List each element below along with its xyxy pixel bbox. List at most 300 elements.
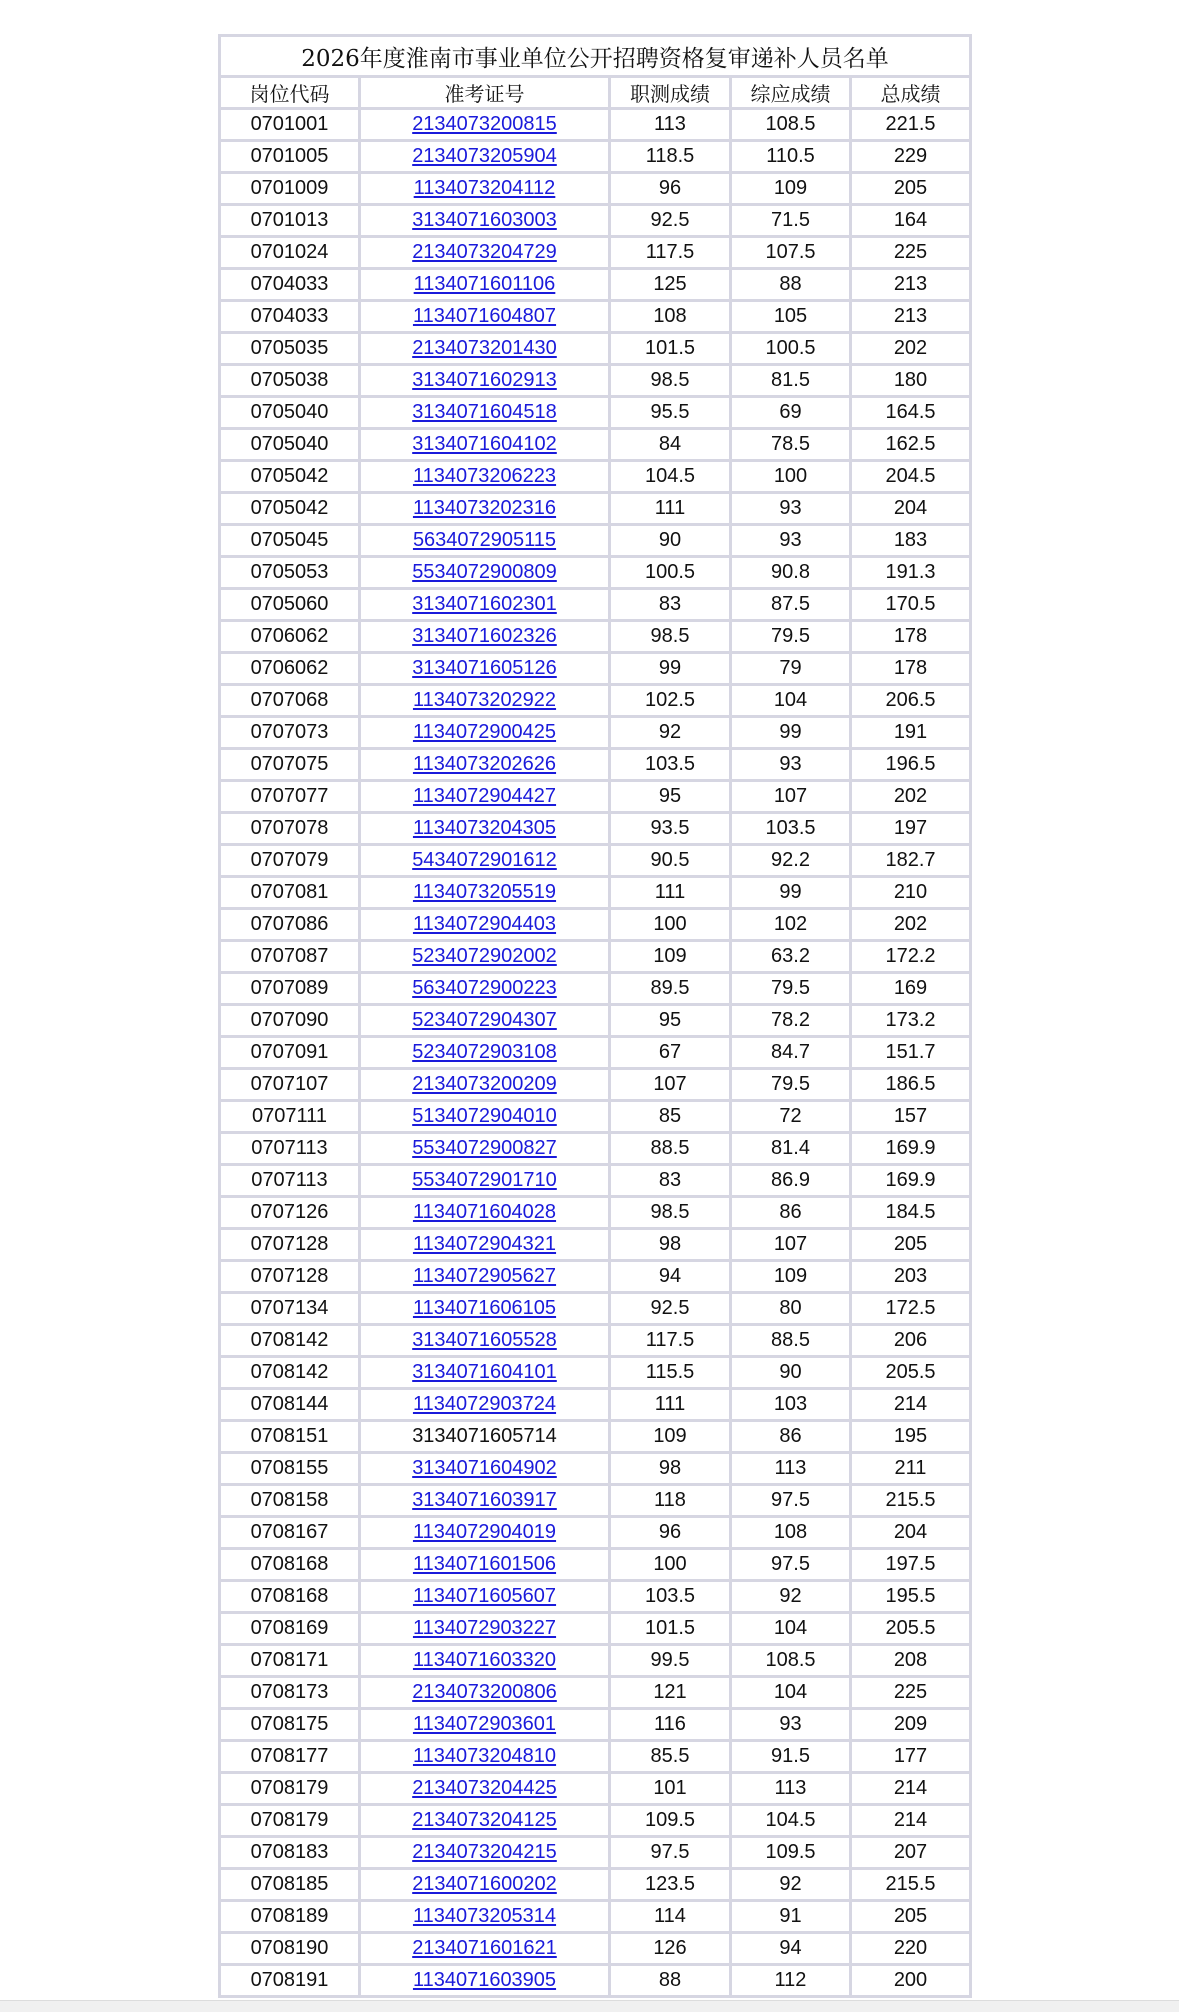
comprehensive-score-cell: 86 [732,1198,852,1230]
exam-no-link[interactable]: 3134071604101 [412,1361,557,1383]
table-row [221,494,972,526]
total-score-cell: 186.5 [852,1070,972,1102]
position-code-cell: 0707113 [221,1134,361,1166]
header-written-score: 职测成绩 [611,78,732,110]
table-row [221,1966,972,1998]
exam-no-link[interactable]: 1134073204112 [413,177,556,199]
exam-no-cell[interactable] [361,1454,611,1486]
total-score-cell: 214 [852,1390,972,1422]
total-score-cell: 183 [852,526,972,558]
exam-no-cell[interactable] [361,1582,611,1614]
exam-no-link[interactable]: 1134072903227 [412,1617,557,1639]
position-code-cell: 0704033 [221,270,361,302]
total-score-cell: 203 [852,1262,972,1294]
written-score-cell: 98 [611,1230,732,1262]
exam-no-cell[interactable] [361,462,611,494]
table-row [221,1582,972,1614]
exam-no-cell[interactable] [361,1038,611,1070]
exam-no-cell[interactable] [361,1838,611,1870]
exam-no-cell[interactable] [361,1134,611,1166]
written-score-cell: 117.5 [611,1326,732,1358]
exam-no-link[interactable]: 3134071605528 [412,1329,557,1351]
written-score-cell: 83 [611,590,732,622]
position-code-cell: 0708155 [221,1454,361,1486]
total-score-cell: 191.3 [852,558,972,590]
written-score-cell: 96 [611,1518,732,1550]
table-row [221,1646,972,1678]
exam-no-cell[interactable] [361,1486,611,1518]
exam-no-link[interactable]: 1134073202626 [412,753,557,775]
position-code-cell: 0707134 [221,1294,361,1326]
exam-no-cell[interactable] [361,334,611,366]
comprehensive-score-cell: 93 [732,750,852,782]
total-score-cell: 213 [852,270,972,302]
table-row [221,1006,972,1038]
exam-no-link[interactable]: 5234072903108 [412,1041,557,1063]
position-code-cell: 0705038 [221,366,361,398]
exam-no-cell[interactable] [361,1742,611,1774]
exam-no-link[interactable]: 1134073202316 [412,497,557,519]
total-score-cell: 169.9 [852,1166,972,1198]
table-row [221,1550,972,1582]
exam-no-cell[interactable] [361,782,611,814]
comprehensive-score-cell: 109.5 [732,1838,852,1870]
position-code-cell: 0707107 [221,1070,361,1102]
exam-no-cell[interactable] [361,526,611,558]
total-score-cell: 184.5 [852,1198,972,1230]
total-score-cell: 178 [852,654,972,686]
total-score-cell: 195.5 [852,1582,972,1614]
written-score-cell: 101 [611,1774,732,1806]
position-code-cell: 0708175 [221,1710,361,1742]
comprehensive-score-cell: 107.5 [732,238,852,270]
written-score-cell: 92.5 [611,1294,732,1326]
exam-no-link[interactable]: 3134071602326 [412,625,557,647]
exam-no-link[interactable]: 1134071601506 [412,1553,557,1575]
table-row [221,1486,972,1518]
table-row [221,1838,972,1870]
comprehensive-score-cell: 87.5 [732,590,852,622]
comprehensive-score-cell: 93 [732,494,852,526]
written-score-cell: 104.5 [611,462,732,494]
total-score-cell: 178 [852,622,972,654]
exam-no-cell[interactable] [361,814,611,846]
table-row [221,1134,972,1166]
table-row [221,1870,972,1902]
total-score-cell: 211 [852,1454,972,1486]
exam-no-link[interactable]: 1134072903601 [412,1713,557,1735]
comprehensive-score-cell: 80 [732,1294,852,1326]
comprehensive-score-cell: 84.7 [732,1038,852,1070]
total-score-cell: 151.7 [852,1038,972,1070]
exam-no-cell[interactable] [361,1390,611,1422]
header-row [221,78,972,110]
table-row [221,590,972,622]
exam-no-cell[interactable] [361,750,611,782]
total-score-cell: 196.5 [852,750,972,782]
exam-no-link[interactable]: 2134071600202 [412,1873,557,1895]
table-row [221,1230,972,1262]
total-score-cell: 229 [852,142,972,174]
comprehensive-score-cell: 102 [732,910,852,942]
table-row [221,206,972,238]
exam-no-cell[interactable] [361,942,611,974]
exam-no-link[interactable]: 2134073200806 [412,1681,557,1703]
total-score-cell: 225 [852,1678,972,1710]
written-score-cell: 85 [611,1102,732,1134]
written-score-cell: 94 [611,1262,732,1294]
exam-no-link[interactable]: 1134071604028 [412,1201,557,1223]
position-code-cell: 0701001 [221,110,361,142]
table-row [221,302,972,334]
table-row [221,750,972,782]
exam-no-cell[interactable] [361,1614,611,1646]
total-score-cell: 180 [852,366,972,398]
exam-no-link[interactable]: 5234072902002 [412,945,557,967]
comprehensive-score-cell: 86.9 [732,1166,852,1198]
table-row [221,1166,972,1198]
table-row [221,1102,972,1134]
written-score-cell: 100 [611,1550,732,1582]
table-row [221,430,972,462]
exam-no-link[interactable]: 1134072904403 [412,913,557,935]
position-code-cell: 0707079 [221,846,361,878]
exam-no-link[interactable]: 2134071601621 [412,1937,557,1959]
total-score-cell: 200 [852,1966,972,1998]
written-score-cell: 96 [611,174,732,206]
exam-no-link[interactable]: 5434072901612 [412,849,557,871]
comprehensive-score-cell: 88.5 [732,1326,852,1358]
exam-no-cell[interactable] [361,1262,611,1294]
table-row [221,622,972,654]
comprehensive-score-cell: 99 [732,718,852,750]
exam-no-cell[interactable] [361,1646,611,1678]
comprehensive-score-cell: 105 [732,302,852,334]
exam-no-cell[interactable] [361,238,611,270]
total-score-cell: 205 [852,1902,972,1934]
exam-no-cell[interactable] [361,1774,611,1806]
total-score-cell: 209 [852,1710,972,1742]
exam-no-link[interactable]: 5534072901710 [412,1169,557,1191]
comprehensive-score-cell: 99 [732,878,852,910]
total-score-cell: 221.5 [852,110,972,142]
exam-no-cell[interactable] [361,174,611,206]
exam-no-link[interactable]: 1134073202922 [412,689,557,711]
total-score-cell: 195 [852,1422,972,1454]
position-code-cell: 0707075 [221,750,361,782]
exam-no-link[interactable]: 1134071601106 [413,273,556,295]
position-code-cell: 0708169 [221,1614,361,1646]
written-score-cell: 116 [611,1710,732,1742]
exam-no-cell[interactable] [361,1550,611,1582]
exam-no-cell[interactable] [361,142,611,174]
table-row [221,846,972,878]
exam-no-cell[interactable] [361,1710,611,1742]
comprehensive-score-cell: 91 [732,1902,852,1934]
position-code-cell: 0707086 [221,910,361,942]
comprehensive-score-cell: 97.5 [732,1486,852,1518]
position-code-cell: 0705035 [221,334,361,366]
exam-no-link[interactable]: 3134071604902 [412,1457,557,1479]
total-score-cell: 202 [852,334,972,366]
exam-no-link[interactable]: 5534072900827 [412,1137,557,1159]
exam-no-cell[interactable] [361,270,611,302]
comprehensive-score-cell: 81.4 [732,1134,852,1166]
exam-no-link[interactable]: 1134073204305 [412,817,557,839]
exam-no-link[interactable]: 1134073205314 [412,1905,557,1927]
table-row [221,110,972,142]
exam-no-link[interactable]: 1134072904321 [412,1233,557,1255]
exam-no-cell[interactable] [361,846,611,878]
exam-no-cell[interactable] [361,1934,611,1966]
position-code-cell: 0707126 [221,1198,361,1230]
written-score-cell: 92 [611,718,732,750]
written-score-cell: 98.5 [611,366,732,398]
total-score-cell: 204 [852,1518,972,1550]
written-score-cell: 125 [611,270,732,302]
comprehensive-score-cell: 109 [732,1262,852,1294]
written-score-cell: 100 [611,910,732,942]
bottom-scroll-edge [0,2000,1179,2012]
comprehensive-score-cell: 110.5 [732,142,852,174]
written-score-cell: 126 [611,1934,732,1966]
exam-no-link[interactable]: 2134073201430 [412,337,557,359]
table-row [221,1326,972,1358]
total-score-cell: 164 [852,206,972,238]
exam-no-cell[interactable] [361,1902,611,1934]
total-score-cell: 162.5 [852,430,972,462]
exam-no-link[interactable]: 5634072900223 [412,977,557,999]
exam-no-cell[interactable] [361,302,611,334]
comprehensive-score-cell: 71.5 [732,206,852,238]
exam-no-link[interactable]: 2134073204125 [412,1809,557,1831]
position-code-cell: 0707087 [221,942,361,974]
total-score-cell: 170.5 [852,590,972,622]
exam-no-cell[interactable] [361,1678,611,1710]
written-score-cell: 90.5 [611,846,732,878]
exam-no-cell[interactable] [361,1294,611,1326]
exam-no-cell[interactable] [361,398,611,430]
total-score-cell: 207 [852,1838,972,1870]
written-score-cell: 92.5 [611,206,732,238]
written-score-cell: 117.5 [611,238,732,270]
exam-no-link[interactable]: 5234072904307 [412,1009,557,1031]
exam-no-cell[interactable] [361,494,611,526]
position-code-cell: 0707078 [221,814,361,846]
written-score-cell: 111 [611,494,732,526]
table-row [221,1774,972,1806]
exam-no-link[interactable]: 5634072905115 [412,529,557,551]
exam-no-cell[interactable] [361,366,611,398]
title-row [221,37,972,78]
exam-no-cell[interactable] [361,206,611,238]
table-row [221,1902,972,1934]
position-code-cell: 0701024 [221,238,361,270]
exam-no-link[interactable]: 1134073206223 [412,465,557,487]
comprehensive-score-cell: 104 [732,1614,852,1646]
exam-no-link[interactable]: 3134071602301 [412,593,557,615]
comprehensive-score-cell: 91.5 [732,1742,852,1774]
exam-no-link[interactable]: 1134072900425 [412,721,557,743]
comprehensive-score-cell: 92.2 [732,846,852,878]
exam-no-link[interactable]: 3134071603917 [412,1489,557,1511]
total-score-cell: 157 [852,1102,972,1134]
table-row [221,1262,972,1294]
written-score-cell: 85.5 [611,1742,732,1774]
written-score-cell: 107 [611,1070,732,1102]
exam-no-cell[interactable] [361,1006,611,1038]
table-row [221,1422,972,1454]
table-row [221,1678,972,1710]
comprehensive-score-cell: 108 [732,1518,852,1550]
position-code-cell: 0708142 [221,1358,361,1390]
written-score-cell: 118 [611,1486,732,1518]
written-score-cell: 97.5 [611,1838,732,1870]
position-code-cell: 0701009 [221,174,361,206]
position-code-cell: 0708189 [221,1902,361,1934]
table-row [221,1198,972,1230]
exam-no-link[interactable]: 3134071604518 [412,401,557,423]
table-row [221,526,972,558]
table-row [221,1070,972,1102]
position-code-cell: 0708179 [221,1774,361,1806]
position-code-cell: 0706062 [221,622,361,654]
table-row [221,1390,972,1422]
exam-no-cell[interactable] [361,974,611,1006]
comprehensive-score-cell: 86 [732,1422,852,1454]
table-row [221,238,972,270]
exam-no-cell[interactable] [361,1102,611,1134]
exam-no-link[interactable]: 3134071603003 [412,209,557,231]
exam-no-cell[interactable] [361,1966,611,1998]
exam-no-link[interactable]: 2134073204425 [412,1777,557,1799]
table-row [221,782,972,814]
comprehensive-score-cell: 104 [732,1678,852,1710]
exam-no-link[interactable]: 1134071603905 [412,1969,557,1991]
position-code-cell: 0705040 [221,430,361,462]
written-score-cell: 88.5 [611,1134,732,1166]
written-score-cell: 93.5 [611,814,732,846]
exam-no-link[interactable]: 5134072904010 [412,1105,557,1127]
exam-no-cell[interactable] [361,1198,611,1230]
comprehensive-score-cell: 63.2 [732,942,852,974]
exam-no-cell[interactable] [361,654,611,686]
exam-no-link[interactable]: 1134072904427 [412,785,557,807]
table-row [221,1038,972,1070]
table-row [221,334,972,366]
exam-no-cell[interactable] [361,718,611,750]
exam-no-link[interactable]: 3134071604102 [412,433,557,455]
total-score-cell: 214 [852,1806,972,1838]
written-score-cell: 103.5 [611,750,732,782]
exam-no-link[interactable]: 1134071603320 [412,1649,557,1671]
exam-no-link[interactable]: 3134071602913 [412,369,557,391]
position-code-cell: 0705060 [221,590,361,622]
exam-no-link[interactable]: 2134073200209 [412,1073,557,1095]
exam-no-link[interactable]: 1134071604807 [412,305,557,327]
exam-no-link[interactable]: 1134073204810 [412,1745,557,1767]
exam-no-link[interactable]: 2134073204729 [412,241,557,263]
position-code-cell: 0705042 [221,494,361,526]
written-score-cell: 111 [611,1390,732,1422]
exam-no-cell[interactable] [361,910,611,942]
exam-no-cell[interactable] [361,1326,611,1358]
written-score-cell: 100.5 [611,558,732,590]
exam-no-link[interactable]: 1134072904019 [412,1521,557,1543]
total-score-cell: 213 [852,302,972,334]
comprehensive-score-cell: 79.5 [732,622,852,654]
exam-no-link[interactable]: 1134073205519 [412,881,557,903]
position-code-cell: 0708185 [221,1870,361,1902]
exam-no-cell[interactable] [361,558,611,590]
exam-no-cell[interactable] [361,1070,611,1102]
exam-no-cell[interactable] [361,1870,611,1902]
position-code-cell: 0708171 [221,1646,361,1678]
total-score-cell: 169.9 [852,1134,972,1166]
position-code-cell: 0708167 [221,1518,361,1550]
written-score-cell: 101.5 [611,1614,732,1646]
exam-no-link[interactable]: 1134072905627 [412,1265,557,1287]
written-score-cell: 98.5 [611,1198,732,1230]
exam-no-link[interactable]: 5534072900809 [412,561,557,583]
exam-no-cell[interactable] [361,1518,611,1550]
table-row [221,270,972,302]
position-code-cell: 0708190 [221,1934,361,1966]
comprehensive-score-cell: 107 [732,782,852,814]
total-score-cell: 182.7 [852,846,972,878]
table-row [221,1710,972,1742]
position-code-cell: 0707091 [221,1038,361,1070]
total-score-cell: 172.2 [852,942,972,974]
written-score-cell: 98 [611,1454,732,1486]
position-code-cell: 0707077 [221,782,361,814]
position-code-cell: 0705040 [221,398,361,430]
exam-no-link[interactable]: 3134071605126 [412,657,557,679]
exam-no-cell[interactable] [361,590,611,622]
table-row [221,686,972,718]
position-code-cell: 0706062 [221,654,361,686]
exam-no-cell[interactable] [361,686,611,718]
written-score-cell: 88 [611,1966,732,1998]
written-score-cell: 95 [611,782,732,814]
exam-no-link[interactable]: 1134071606105 [412,1297,557,1319]
exam-no-cell[interactable] [361,1358,611,1390]
comprehensive-score-cell: 104.5 [732,1806,852,1838]
position-code-cell: 0708177 [221,1742,361,1774]
position-code-cell: 0708191 [221,1966,361,1998]
written-score-cell: 98.5 [611,622,732,654]
comprehensive-score-cell: 100 [732,462,852,494]
exam-no-cell[interactable] [361,430,611,462]
exam-no-link[interactable]: 2134073204215 [412,1841,557,1863]
exam-no-link[interactable]: 1134071605607 [412,1585,557,1607]
exam-no-cell[interactable] [361,1166,611,1198]
comprehensive-score-cell: 103 [732,1390,852,1422]
table-row [221,1518,972,1550]
exam-no-link[interactable]: 1134072903724 [412,1393,557,1415]
comprehensive-score-cell: 69 [732,398,852,430]
exam-no-link[interactable]: 2134073200815 [412,113,557,135]
exam-no-link[interactable]: 2134073205904 [412,145,557,167]
exam-no-cell[interactable] [361,622,611,654]
total-score-cell: 172.5 [852,1294,972,1326]
exam-no-cell[interactable] [361,110,611,142]
total-score-cell: 225 [852,238,972,270]
exam-no-cell[interactable] [361,1230,611,1262]
exam-no-cell[interactable] [361,878,611,910]
table-row [221,1742,972,1774]
exam-no-cell[interactable] [361,1806,611,1838]
